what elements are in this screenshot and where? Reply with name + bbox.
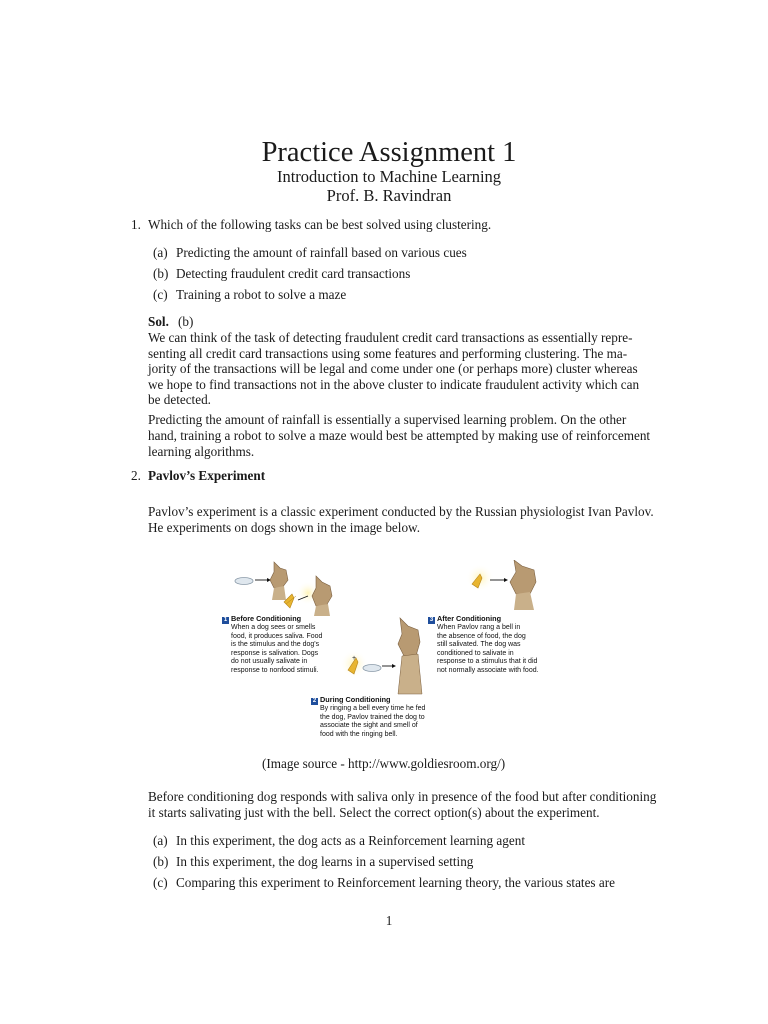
explanation-line: be detected. (148, 392, 211, 407)
explanation-line: we hope to find transactions not in the above cluster to indicate fraudulent activity which can (148, 377, 640, 392)
option-label: (c) (153, 287, 168, 302)
context-line: Before conditioning dog responds with saliva only in presence of the food but after conditioning (148, 789, 657, 804)
course-name: Introduction to Machine Learning (276, 167, 502, 186)
caption-line: response to nonfood stimuli. (231, 666, 319, 674)
caption-line: By ringing a bell every time he fed (320, 705, 426, 712)
explanation-line: We can think of the task of detecting fraudulent credit card transactions as essentially repre- (148, 330, 633, 345)
step-badge: 1 (223, 617, 228, 623)
image-source: (Image source - http://www.goldiesroom.org/) (262, 756, 506, 771)
caption-during (311, 696, 451, 739)
option-text: Detecting fraudulent credit card transactions (176, 266, 411, 281)
page-number: 1 (385, 913, 393, 928)
bell-icon (284, 594, 296, 608)
page-title: Practice Assignment 1 (261, 137, 517, 168)
caption-line: associate the sight and smell of (320, 722, 418, 730)
caption-line: food with the ringing bell. (320, 730, 398, 738)
caption-line: the dog, Pavlov trained the dog to (320, 713, 425, 721)
pavlov-figure (222, 560, 556, 756)
dog-icon (312, 576, 332, 616)
food-bowl-icon (235, 578, 253, 585)
plus-sign: + (352, 655, 357, 662)
caption-line: response to a stimulus that it did (437, 658, 538, 666)
caption-after (428, 615, 556, 676)
caption-line: conditioned to salivate in (437, 649, 514, 657)
caption-line: When a dog sees or smells (231, 624, 316, 631)
caption-heading: During Conditioning (320, 695, 391, 704)
option-text: In this experiment, the dog learns in a supervised setting (176, 854, 474, 869)
context-line: it starts salivating just with the bell. Select the correct option(s) about the experiment. (148, 805, 600, 820)
explanation-line: hand, training a robot to solve a maze would best be attempted by making use of reinforcement (148, 428, 651, 443)
step-badge: 3 (429, 617, 434, 623)
caption-line: response is salivation. Dogs (231, 649, 319, 657)
question-heading: Pavlov’s Experiment (148, 468, 266, 483)
question-number: 2. (131, 468, 141, 483)
solution-label: Sol. (148, 314, 169, 329)
caption-heading: Before Conditioning (231, 614, 302, 623)
option-text: Predicting the amount of rainfall based on various cues (176, 245, 467, 260)
explanation-line: learning algorithms. (148, 444, 255, 459)
dog-icon (270, 562, 288, 600)
question-text: Which of the following tasks can be best solved using clustering. (148, 217, 492, 232)
food-bowl-icon (363, 665, 381, 672)
option-label: (a) (153, 833, 168, 848)
caption-line: is the stimulus and the dog's (231, 641, 320, 649)
step-badge: 2 (312, 698, 317, 704)
option-label: (c) (153, 875, 168, 890)
caption-heading: After Conditioning (437, 614, 502, 623)
caption-line: not normally associate with food. (437, 666, 539, 674)
intro-line: Pavlov’s experiment is a classic experiment conducted by the Russian physiologist Ivan Pavlov. (148, 504, 654, 519)
option-label: (a) (153, 245, 168, 260)
solution-answer: (b) (178, 314, 194, 329)
caption-line: do not usually salivate in (231, 658, 308, 666)
dog-icon (398, 618, 422, 694)
option-label: (b) (153, 266, 169, 281)
caption-line: When Pavlov rang a bell in (437, 624, 521, 631)
caption-before (222, 615, 342, 676)
explanation-line: Predicting the amount of rainfall is essentially a supervised learning problem. On the other (148, 412, 627, 427)
explanation-line: senting all credit card transactions using some features and performing clustering. The ma- (148, 346, 628, 361)
caption-line: still salivated. The dog was (437, 641, 521, 649)
explanation-line: jority of the transactions will be legal and come under one (or perhaps more) cluster whereas (148, 361, 638, 376)
option-text: Training a robot to solve a maze (176, 287, 347, 302)
option-text: In this experiment, the dog acts as a Reinforcement learning agent (176, 833, 525, 848)
dog-icon (510, 560, 536, 610)
caption-line: the absence of food, the dog (437, 632, 526, 640)
option-text: Comparing this experiment to Reinforcement learning theory, the various states are (176, 875, 615, 890)
option-label: (b) (153, 854, 169, 869)
caption-line: food, it produces saliva. Food (231, 632, 323, 640)
professor-name: Prof. B. Ravindran (326, 186, 452, 205)
question-number: 1. (131, 217, 141, 232)
intro-line: He experiments on dogs shown in the image below. (148, 520, 420, 535)
